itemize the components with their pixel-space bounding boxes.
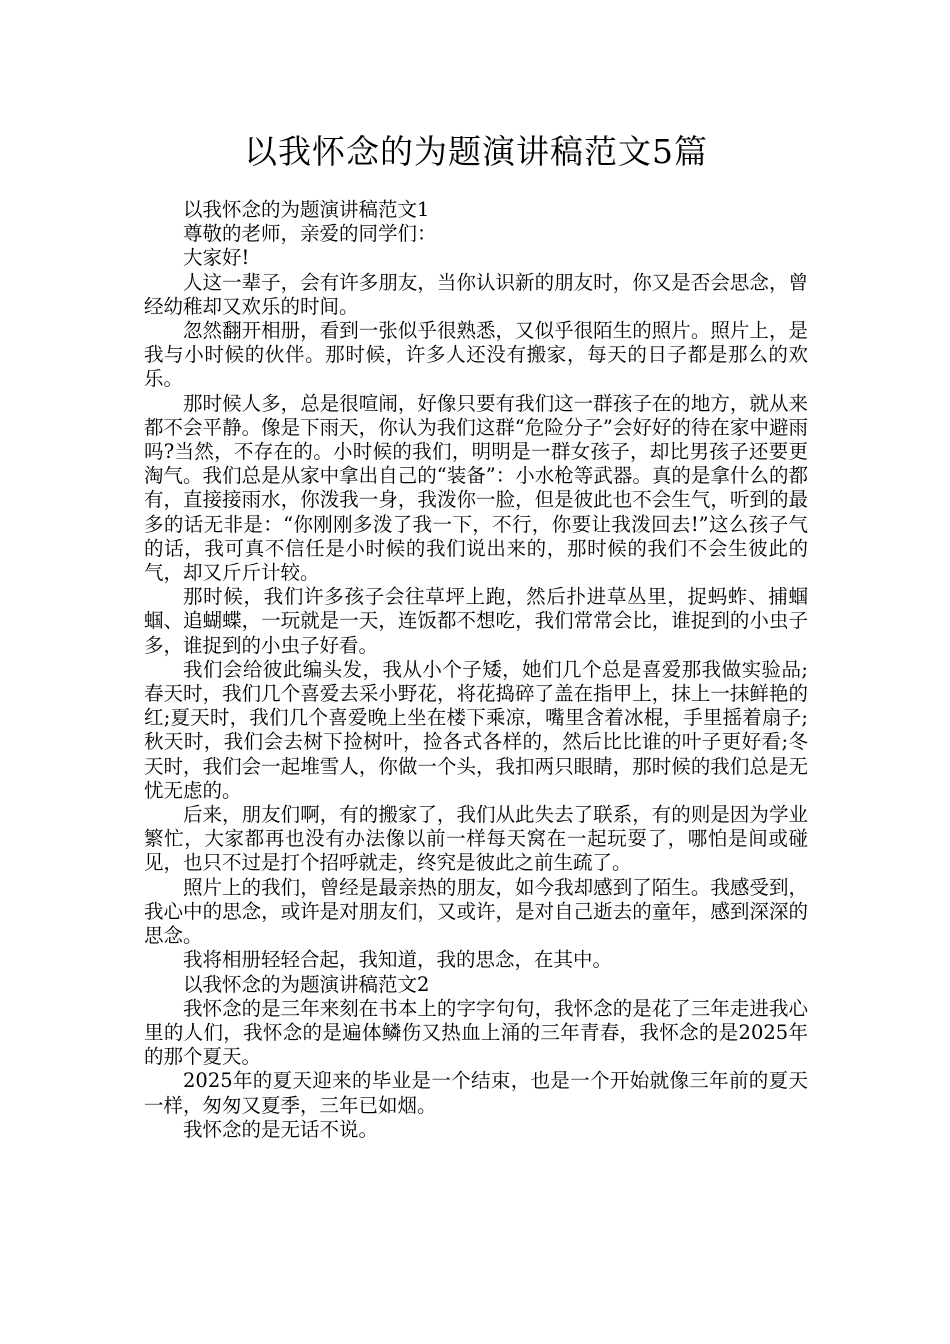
paragraph: 照片上的我们，曾经是最亲热的朋友，如今我却感到了陌生。我感受到，我心中的思念，或许是对朋友们，又或许，是对自己逝去的童年，感到深深的思念。 [144,875,808,948]
paragraph: 我将相册轻轻合起，我知道，我的思念，在其中。 [183,948,613,972]
document-page [144,0,808,1142]
paragraph: 忽然翻开相册，看到一张似乎很熟悉，又似乎很陌生的照片。照片上，是我与小时候的伙伴。那时候，许多人还没有搬家，每天的日子都是那么的欢乐。 [144,319,808,391]
paragraph-heading-1: 以我怀念的为题演讲稿范文1 [183,198,430,221]
paragraph: 我怀念的是三年来刻在书本上的字字句句，我怀念的是花了三年走进我心里的人们，我怀念的是遍体鳞伤又热血上涌的三年青春，我怀念的是2025年的那个夏天。 [144,996,808,1069]
paragraph: 我怀念的是无话不说。 [183,1117,379,1141]
paragraph-greeting: 大家好! [183,246,250,270]
document-body [144,198,808,1142]
paragraph-salutation: 尊敬的老师，亲爱的同学们： [183,222,437,246]
paragraph: 2025年的夏天迎来的毕业是一个结束，也是一个开始就像三年前的夏天一样，匆匆又夏季，三年已如烟。 [144,1069,808,1117]
paragraph: 那时候，我们许多孩子会往草坪上跑，然后扑进草丛里，捉蚂蚱、捕蝈蝈、追蝴蝶，一玩就是一天，连饭都不想吃，我们常常会比，谁捉到的小虫子多，谁捉到的小虫子好看。 [144,585,808,657]
paragraph-heading-2: 以我怀念的为题演讲稿范文2 [183,972,430,996]
paragraph: 那时候人多，总是很喧闹，好像只要有我们这一群孩子在的地方，就从来都不会平静。像是下雨天，你认为我们这群“危险分子”会好好的待在家中避雨吗?当然，不存在的。小时候的我们，明明是一群女孩子，却比男孩子还要更淘气。我们总是从家中拿出自己的“装备”：小水枪等武器。真的是拿什么的都有，直接接雨水，你泼我一身，我泼你一脸，但是彼此也不会生气，听到的最多的话无非是：“你刚刚多泼了我一下，不行，你要让我泼回去!”这么孩子气的话，我可真不信任是小时候的我们说出来的，那时候的我们不会生彼此的气，却又斤斤计较。 [144,391,808,585]
document-title: 以我怀念的为题演讲稿范文5篇 [244,132,708,171]
paragraph: 我们会给彼此编头发，我从小个子矮，她们几个总是喜爱那我做实验品;春天时，我们几个喜爱去采小野花，将花捣碎了盖在指甲上，抹上一抹鲜艳的红;夏天时，我们几个喜爱晚上坐在楼下乘凉，嘴里含着冰棍，手里摇着扇子;秋天时，我们会去树下捡树叶，捡各式各样的，然后比比谁的叶子更好看;冬天时，我们会一起堆雪人，你做一个头，我扣两只眼睛，那时候的我们总是无忧无虑的。 [144,657,808,802]
paragraph: 后来，朋友们啊，有的搬家了，我们从此失去了联系，有的则是因为学业繁忙，大家都再也没有办法像以前一样每天窝在一起玩耍了，哪怕是间或碰见，也只不过是打个招呼就走，终究是彼此之前生疏了。 [144,803,808,875]
paragraph: 人这一辈子，会有许多朋友，当你认识新的朋友时，你又是否会思念，曾经幼稚却又欢乐的时间。 [144,270,808,318]
